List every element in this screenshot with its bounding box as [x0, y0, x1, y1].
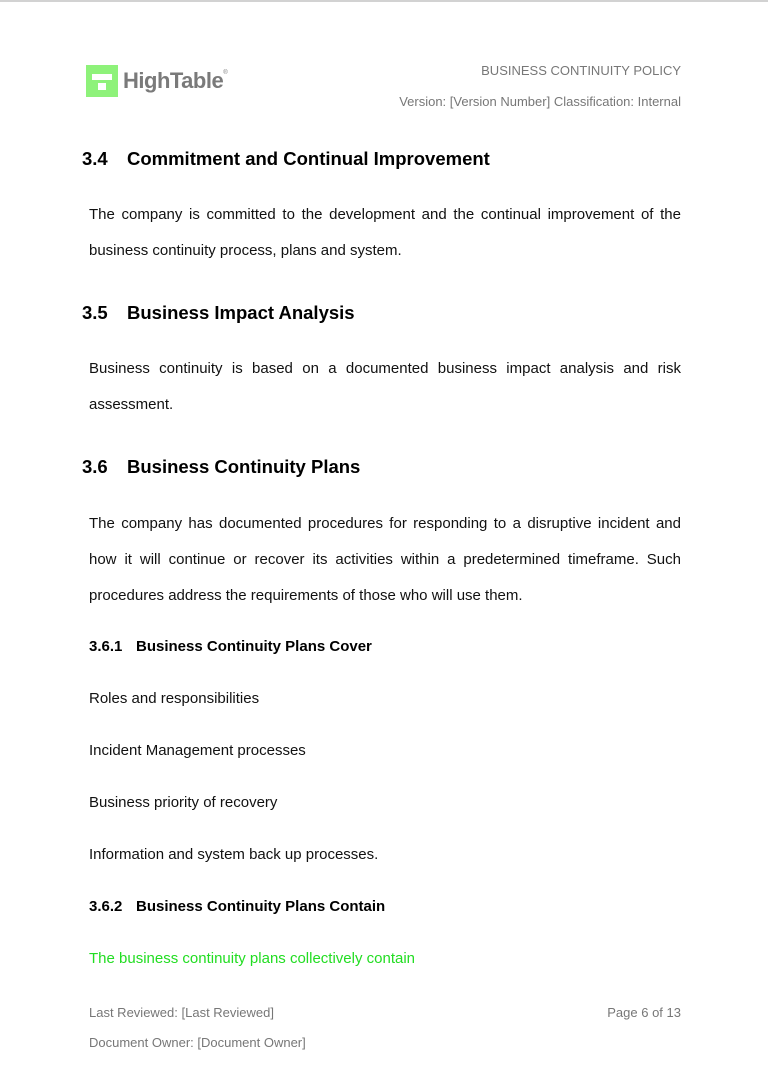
subsection-title: Business Continuity Plans Contain: [136, 898, 386, 915]
section-title: Business Impact Analysis: [127, 302, 355, 323]
last-reviewed: Last Reviewed: [Last Reviewed]: [89, 1005, 274, 1020]
section-body-3-4: The company is committed to the development and the continual improvement of the business continuity process, plans and system.: [89, 206, 681, 259]
section-heading-3-5: [82, 302, 355, 324]
subsection-number: 3.6.2: [89, 898, 123, 915]
list-item: Roles and responsibilities: [89, 690, 260, 707]
list-item: Business priority of recovery: [89, 794, 278, 811]
section-body-3-5: Business continuity is based on a documented business impact analysis and risk assessment.: [89, 360, 681, 413]
subsection-number: 3.6.1: [89, 638, 123, 655]
logo-text: HighTable®: [123, 68, 228, 93]
section-number: 3.5: [82, 302, 108, 323]
section-heading-3-6: [82, 456, 360, 478]
highable-logo: [86, 65, 227, 97]
subsection-heading-3-6-2: [89, 898, 385, 915]
section-number: 3.4: [82, 148, 108, 169]
section-number: 3.6: [82, 456, 108, 477]
section-heading-3-4: [82, 148, 490, 170]
list-item: Incident Management processes: [89, 742, 306, 759]
document-title: BUSINESS CONTINUITY POLICY: [481, 63, 681, 78]
page-number: Page 6 of 13: [607, 1005, 681, 1020]
top-border: [0, 0, 768, 2]
version-classification: Version: [Version Number] Classification: Internal: [399, 94, 681, 109]
section-body-3-6: The company has documented procedures for responding to a disruptive incident and how it will continue or recover its activities within a predetermined timeframe. Such procedures address the requirements of those who will use them.: [89, 515, 681, 604]
subsection-title: Business Continuity Plans Cover: [136, 638, 372, 655]
subsection-heading-3-6-1: [89, 638, 372, 655]
section-title: Commitment and Continual Improvement: [127, 148, 490, 169]
document-owner: Document Owner: [Document Owner]: [89, 1035, 306, 1050]
section-title: Business Continuity Plans: [127, 456, 361, 477]
logo-mark-icon: [86, 65, 118, 97]
list-item: Information and system back up processes.: [89, 846, 379, 863]
highlighted-text: The business continuity plans collectively contain: [89, 950, 416, 967]
